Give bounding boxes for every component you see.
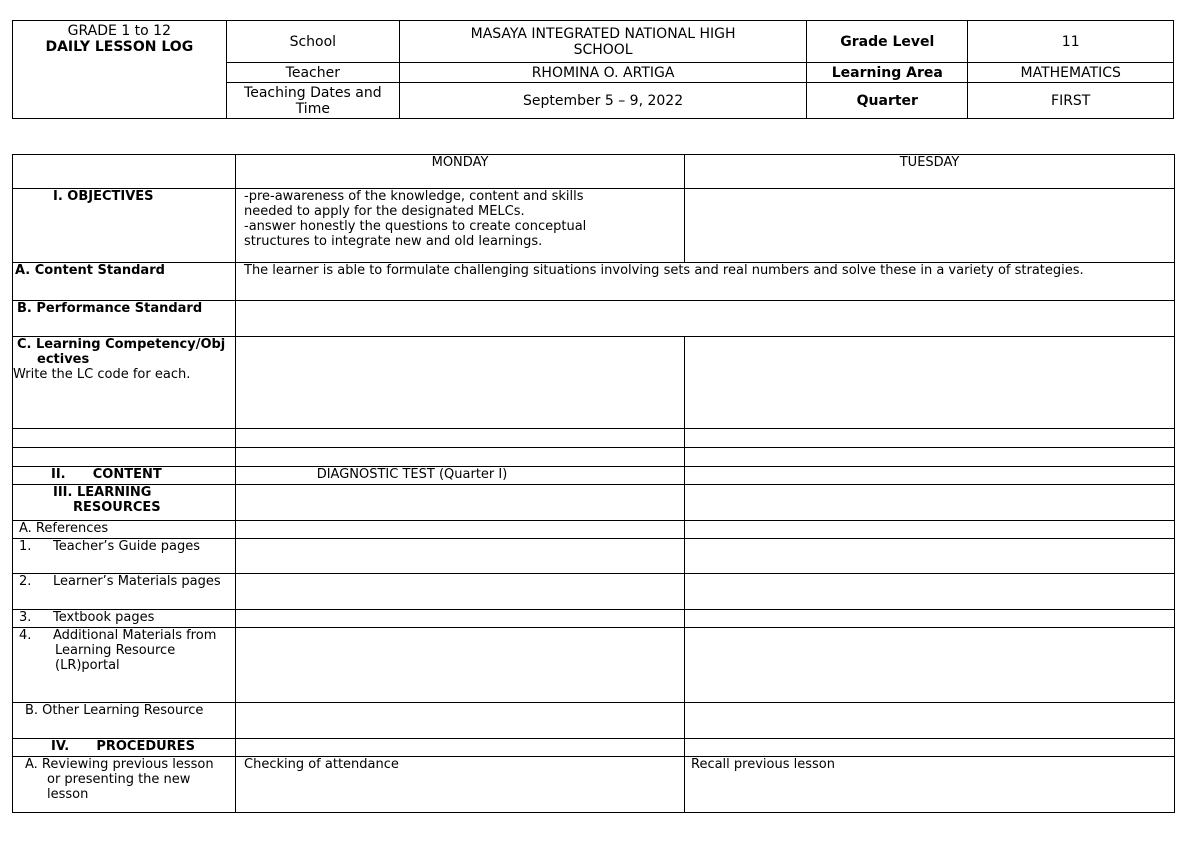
lesson-log-table <box>12 154 1175 813</box>
reference-item <box>17 610 231 625</box>
objectives-line: -pre-awareness of the knowledge, content and skills <box>244 189 584 204</box>
reference-label: Additional Materials from Learning Resource (LR)portal <box>53 628 217 673</box>
learning-area-label: Learning Area <box>807 63 968 83</box>
reference-additional-materials <box>13 628 236 703</box>
reference-teachers-guide <box>13 539 236 574</box>
grade-level-value: 11 <box>968 21 1174 63</box>
day-header-monday: MONDAY <box>236 155 685 189</box>
reference-item <box>17 574 231 589</box>
reference-label: Textbook pages <box>53 610 155 625</box>
blank-row-cell <box>685 448 1175 467</box>
quarter-label: Quarter <box>807 83 968 119</box>
content-tuesday <box>685 467 1175 485</box>
blank-row-cell <box>13 429 236 448</box>
learning-area-value: MATHEMATICS <box>968 63 1174 83</box>
header-table <box>12 20 1174 119</box>
objectives-tuesday <box>685 189 1175 263</box>
performance-standard-text: B. Performance Standard <box>17 301 203 316</box>
other-resource-text: B. Other Learning Resource <box>25 703 204 718</box>
form-title-line1: GRADE 1 to 12 <box>67 23 171 39</box>
procedures-monday <box>236 739 685 757</box>
competency-note: Write the LC code for each. <box>13 367 191 382</box>
school-value: MASAYA INTEGRATED NATIONAL HIGH SCHOOL <box>400 21 807 63</box>
reference-tuesday <box>685 610 1175 628</box>
procedures-label: IV. PROCEDURES <box>13 739 236 757</box>
quarter-value: FIRST <box>968 83 1174 119</box>
reference-monday <box>236 539 685 574</box>
competency-monday <box>236 337 685 429</box>
content-monday: DIAGNOSTIC TEST (Quarter I) <box>236 467 685 485</box>
teacher-value: RHOMINA O. ARTIGA <box>400 63 807 83</box>
content-label: II. CONTENT <box>13 467 236 485</box>
reference-label: Learner’s Materials pages <box>53 574 221 589</box>
reference-number: 2. <box>19 574 32 589</box>
objectives-line: needed to apply for the designated MELCs. <box>244 204 525 219</box>
dates-label: Teaching Dates and Time <box>226 83 399 119</box>
blank-row-cell <box>236 429 685 448</box>
corner-cell <box>13 155 236 189</box>
reference-tuesday <box>685 628 1175 703</box>
reference-item <box>17 539 231 554</box>
reference-monday <box>236 574 685 610</box>
performance-standard-label <box>13 301 236 337</box>
references-tuesday <box>685 521 1175 539</box>
learning-resources-text: III. LEARNING RESOURCES <box>53 485 161 515</box>
form-title-line2: DAILY LESSON LOG <box>45 39 194 55</box>
form-title <box>13 21 227 119</box>
competency-label <box>13 337 236 429</box>
reference-tuesday <box>685 539 1175 574</box>
reference-item <box>17 628 231 673</box>
dates-value: September 5 – 9, 2022 <box>400 83 807 119</box>
competency-tuesday <box>685 337 1175 429</box>
blank-row-cell <box>13 448 236 467</box>
procedures-tuesday <box>685 739 1175 757</box>
objectives-monday <box>236 189 685 263</box>
other-resource-monday <box>236 703 685 739</box>
reference-monday <box>236 628 685 703</box>
reference-label: Teacher’s Guide pages <box>53 539 201 554</box>
reference-number: 1. <box>19 539 32 554</box>
reference-number: 3. <box>19 610 32 625</box>
learning-resources-label <box>13 485 236 521</box>
school-label: School <box>226 21 399 63</box>
content-standard-value: The learner is able to formulate challenging situations involving sets and real numbers and solve these in a variety of strategies. <box>236 263 1175 301</box>
reviewing-monday: Checking of attendance <box>236 757 685 813</box>
other-resource-label <box>13 703 236 739</box>
reference-tuesday <box>685 574 1175 610</box>
grade-level-label: Grade Level <box>807 21 968 63</box>
references-label: A. References <box>13 521 236 539</box>
reference-number: 4. <box>19 628 32 643</box>
competency-title: C. Learning Competency/Objectives <box>17 337 226 367</box>
reviewing-label <box>13 757 236 813</box>
teacher-label: Teacher <box>226 63 399 83</box>
reference-textbook <box>13 610 236 628</box>
objectives-line: structures to integrate new and old learnings. <box>244 234 543 249</box>
reference-learners-materials <box>13 574 236 610</box>
content-standard-label: A. Content Standard <box>13 263 236 301</box>
learning-resources-tuesday <box>685 485 1175 521</box>
other-resource-tuesday <box>685 703 1175 739</box>
references-monday <box>236 521 685 539</box>
reviewing-tuesday: Recall previous lesson <box>685 757 1175 813</box>
reviewing-text: A. Reviewing previous lesson or presenting the new lesson <box>25 757 214 802</box>
blank-row-cell <box>236 448 685 467</box>
learning-resources-monday <box>236 485 685 521</box>
blank-row-cell <box>685 429 1175 448</box>
objectives-label: I. OBJECTIVES <box>13 189 236 263</box>
day-header-tuesday: TUESDAY <box>685 155 1175 189</box>
objectives-line: -answer honestly the questions to create conceptual <box>244 219 587 234</box>
performance-standard-value <box>236 301 1175 337</box>
reference-monday <box>236 610 685 628</box>
